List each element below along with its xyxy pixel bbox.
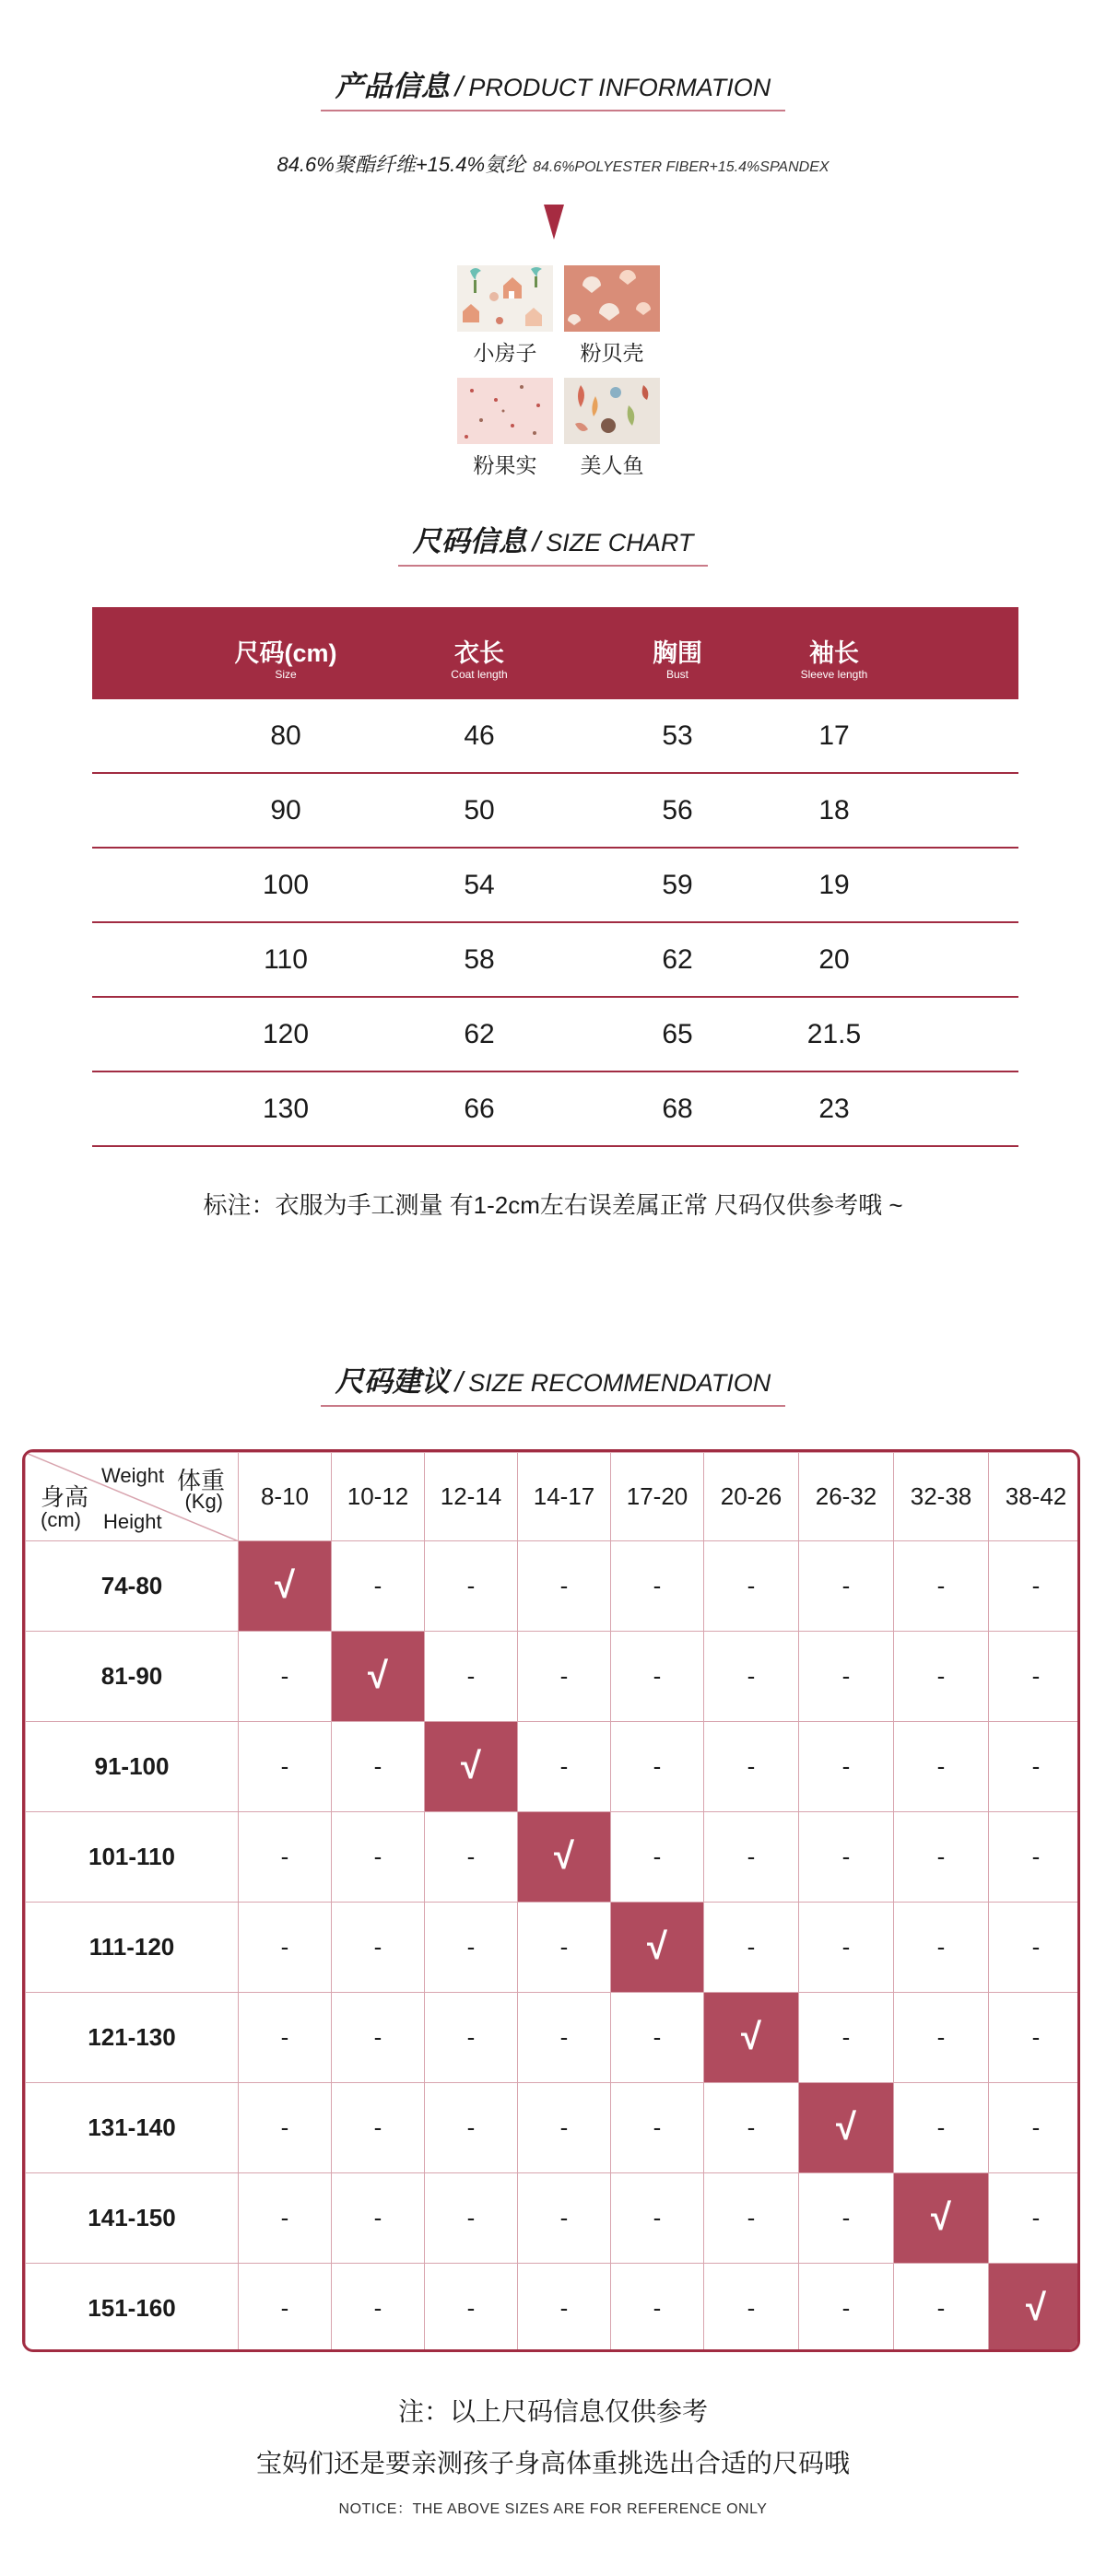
empty-cell: - [239, 2173, 332, 2264]
empty-cell: - [704, 1903, 799, 1993]
empty-cell: - [518, 2083, 611, 2173]
table-row [26, 1903, 1081, 1993]
table-cell: 90 [270, 795, 301, 825]
swatch-image-house [457, 265, 553, 332]
size-recommendation-table-frame [22, 1449, 1080, 2352]
corner-weight-en: Weight [101, 1464, 165, 1487]
table-cell: 54 [464, 870, 495, 900]
swatch-image-shell [564, 265, 660, 332]
table-cell: 68 [662, 1094, 693, 1124]
table-row [92, 923, 1018, 998]
table-cell: 20 [818, 944, 850, 975]
table-cell: 65 [662, 1019, 693, 1049]
empty-cell: - [799, 1812, 894, 1903]
empty-cell: - [239, 1993, 332, 2083]
empty-cell: - [518, 1993, 611, 2083]
size-chart-title-zh: 尺码信息 [412, 525, 527, 557]
empty-cell: - [332, 1993, 425, 2083]
table-cell: 23 [818, 1094, 850, 1124]
weight-header-cell: 12-14 [425, 1453, 518, 1541]
empty-cell: - [894, 1722, 989, 1812]
check-mark-cell: √ [425, 1722, 518, 1812]
material-composition [0, 149, 1106, 178]
table-cell: 59 [662, 870, 693, 900]
check-mark-cell: √ [332, 1632, 425, 1722]
column-header-zh: 衣长 [454, 639, 504, 667]
weight-header-cell: 8-10 [239, 1453, 332, 1541]
empty-cell: - [989, 2083, 1081, 2173]
swatch-image-fruit [457, 378, 553, 444]
empty-cell: - [799, 1903, 894, 1993]
empty-cell: - [989, 1812, 1081, 1903]
empty-cell: - [239, 1812, 332, 1903]
footer-note: 注：以上尺码信息仅供参考 [397, 2397, 708, 2426]
product-info-title [321, 63, 786, 111]
empty-cell: - [704, 1632, 799, 1722]
check-mark-cell: √ [518, 1812, 611, 1903]
table-row [26, 1812, 1081, 1903]
size-recommendation-heading [0, 1358, 1106, 1407]
product-info-title-en: PRODUCT INFORMATION [468, 74, 771, 101]
table-row [26, 2264, 1081, 2353]
column-header-en: Coat length [451, 668, 508, 681]
empty-cell: - [239, 2264, 332, 2353]
corner-height-en: Height [103, 1510, 162, 1533]
table-row [26, 1632, 1081, 1722]
empty-cell: - [704, 1541, 799, 1632]
check-mark-cell: √ [989, 2264, 1081, 2353]
empty-cell: - [704, 1722, 799, 1812]
column-header-zh: 尺码(cm) [234, 639, 337, 667]
empty-cell: - [799, 1722, 894, 1812]
size-recommendation-title-en: SIZE RECOMMENDATION [468, 1369, 771, 1397]
empty-cell: - [989, 1632, 1081, 1722]
swatch-label: 美人鱼 [580, 453, 644, 477]
empty-cell: - [704, 2173, 799, 2264]
weight-header-cell: 20-26 [704, 1453, 799, 1541]
empty-cell: - [894, 2083, 989, 2173]
table-row [26, 2173, 1081, 2264]
weight-header-cell: 17-20 [611, 1453, 704, 1541]
table-row [26, 2083, 1081, 2173]
size-chart-header [92, 607, 1018, 699]
size-recommendation-table [25, 1452, 1080, 2352]
empty-cell: - [332, 1541, 425, 1632]
swatch-label: 粉果实 [473, 453, 537, 477]
size-chart-body [92, 699, 1018, 1147]
empty-cell: - [332, 1812, 425, 1903]
empty-cell: - [518, 2173, 611, 2264]
empty-cell: - [425, 2083, 518, 2173]
empty-cell: - [239, 1632, 332, 1722]
heading-slash: / [532, 525, 541, 557]
table-row [26, 1993, 1081, 2083]
table-cell: 100 [262, 870, 310, 900]
column-header-en: Size [275, 668, 297, 681]
table-row [26, 1722, 1081, 1812]
empty-cell: - [799, 1541, 894, 1632]
empty-cell: - [425, 1903, 518, 1993]
table-row [92, 699, 1018, 774]
empty-cell: - [425, 1632, 518, 1722]
table-cell: 110 [264, 944, 308, 975]
table-cell: 120 [262, 1019, 310, 1049]
empty-cell: - [518, 1903, 611, 1993]
table-cell: 58 [464, 944, 495, 975]
empty-cell: - [799, 2264, 894, 2353]
product-info-title-zh: 产品信息 [335, 70, 450, 102]
height-row-label: 141-150 [26, 2173, 239, 2264]
column-header [726, 607, 943, 699]
empty-cell: - [518, 1541, 611, 1632]
height-row-label: 81-90 [26, 1632, 239, 1722]
empty-cell: - [894, 1632, 989, 1722]
empty-cell: - [332, 2173, 425, 2264]
height-row-label: 101-110 [26, 1812, 239, 1903]
empty-cell: - [425, 1993, 518, 2083]
empty-cell: - [989, 1541, 1081, 1632]
table-cell: 130 [262, 1094, 310, 1124]
column-header-zh: 胸围 [653, 639, 702, 667]
table-row [92, 1072, 1018, 1147]
table-cell: 62 [464, 1019, 495, 1049]
empty-cell: - [239, 2083, 332, 2173]
weight-header-cell: 38-42 [989, 1453, 1081, 1541]
weight-header-cell: 14-17 [518, 1453, 611, 1541]
empty-cell: - [799, 2173, 894, 2264]
empty-cell: - [611, 2173, 704, 2264]
column-header-en: Bust [665, 668, 688, 681]
table-cell: 46 [464, 720, 495, 751]
height-row-label: 131-140 [26, 2083, 239, 2173]
table-row [92, 998, 1018, 1072]
check-mark-cell: √ [799, 2083, 894, 2173]
empty-cell: - [332, 1722, 425, 1812]
size-chart-heading [0, 518, 1106, 567]
size-chart-title [398, 518, 709, 567]
empty-cell: - [704, 2264, 799, 2353]
swatch-label: 小房子 [473, 341, 537, 365]
swatch-image-mermaid [564, 378, 660, 444]
table-row [92, 849, 1018, 923]
empty-cell: - [894, 1903, 989, 1993]
column-header-zh: 袖长 [809, 639, 859, 667]
column-header [381, 607, 579, 699]
empty-cell: - [239, 1903, 332, 1993]
check-mark-cell: √ [611, 1903, 704, 1993]
empty-cell: - [425, 1541, 518, 1632]
heading-slash: / [454, 70, 464, 102]
weight-header-row [26, 1453, 1081, 1541]
empty-cell: - [799, 1632, 894, 1722]
height-row-label: 151-160 [26, 2264, 239, 2353]
empty-cell: - [989, 1903, 1081, 1993]
empty-cell: - [611, 1812, 704, 1903]
empty-cell: - [894, 1541, 989, 1632]
table-row [92, 774, 1018, 849]
empty-cell: - [894, 2264, 989, 2353]
table-cell: 56 [662, 795, 693, 825]
empty-cell: - [332, 2264, 425, 2353]
size-recommendation-title [321, 1358, 786, 1407]
empty-cell: - [704, 1812, 799, 1903]
empty-cell: - [518, 2264, 611, 2353]
empty-cell: - [611, 1541, 704, 1632]
height-row-label: 111-120 [26, 1903, 239, 1993]
empty-cell: - [989, 1722, 1081, 1812]
weight-header-cell: 26-32 [799, 1453, 894, 1541]
table-cell: 17 [818, 720, 850, 751]
column-header-en: Sleeve length [800, 668, 868, 681]
empty-cell: - [611, 1993, 704, 2083]
height-row-label: 91-100 [26, 1722, 239, 1812]
column-header [189, 607, 382, 699]
table-row [26, 1541, 1081, 1632]
size-chart-title-en: SIZE CHART [546, 529, 694, 556]
check-mark-cell: √ [239, 1541, 332, 1632]
corner-height-zh: 身高 [41, 1483, 89, 1511]
empty-cell: - [704, 2083, 799, 2173]
weight-header-cell: 10-12 [332, 1453, 425, 1541]
table-cell: 53 [662, 720, 693, 751]
empty-cell: - [611, 1632, 704, 1722]
height-row-label: 121-130 [26, 1993, 239, 2083]
table-corner-cell [26, 1453, 239, 1541]
empty-cell: - [611, 2083, 704, 2173]
table-cell: 19 [818, 870, 850, 900]
table-cell: 66 [464, 1094, 495, 1124]
footer-advice: 宝妈们还是要亲测孩子身高体重挑选出合适的尺码哦 [255, 2449, 850, 2477]
corner-weight-unit: (Kg) [184, 1490, 223, 1513]
empty-cell: - [611, 2264, 704, 2353]
table-cell: 50 [464, 795, 495, 825]
height-row-label: 74-80 [26, 1541, 239, 1632]
corner-height-unit: (cm) [41, 1508, 81, 1531]
empty-cell: - [239, 1722, 332, 1812]
down-arrow-icon [544, 205, 564, 240]
table-cell: 80 [270, 720, 301, 751]
size-recommendation-title-zh: 尺码建议 [335, 1365, 450, 1398]
table-cell: 21.5 [806, 1019, 862, 1049]
empty-cell: - [425, 1812, 518, 1903]
corner-weight-zh: 体重 [176, 1467, 225, 1494]
check-mark-cell: √ [704, 1993, 799, 2083]
product-info-heading [0, 63, 1106, 111]
size-chart-table [92, 607, 1018, 1147]
empty-cell: - [611, 1722, 704, 1812]
empty-cell: - [894, 1993, 989, 2083]
weight-header-cell: 32-38 [894, 1453, 989, 1541]
material-zh: 84.6%聚酯纤维+15.4%氨纶 [276, 153, 526, 176]
check-mark-cell: √ [894, 2173, 989, 2264]
empty-cell: - [989, 2173, 1081, 2264]
swatch-label: 粉贝壳 [580, 341, 644, 365]
empty-cell: - [894, 1812, 989, 1903]
empty-cell: - [332, 1903, 425, 1993]
empty-cell: - [518, 1722, 611, 1812]
size-chart-note: 标注：衣服为手工测量 有1-2cm左右误差属正常 尺码仅供参考哦 ~ [203, 1191, 903, 1219]
table-cell: 62 [662, 944, 693, 975]
empty-cell: - [989, 1993, 1081, 2083]
size-recommendation-body [26, 1453, 1081, 2353]
footer-notice-en: NOTICE：THE ABOVE SIZES ARE FOR REFERENCE ONLY [338, 2501, 768, 2517]
empty-cell: - [425, 2264, 518, 2353]
empty-cell: - [332, 2083, 425, 2173]
material-en: 84.6%POLYESTER FIBER+15.4%SPANDEX [533, 159, 830, 175]
table-cell: 18 [818, 795, 850, 825]
empty-cell: - [425, 2173, 518, 2264]
empty-cell: - [799, 1993, 894, 2083]
heading-slash: / [454, 1365, 464, 1398]
empty-cell: - [518, 1632, 611, 1722]
